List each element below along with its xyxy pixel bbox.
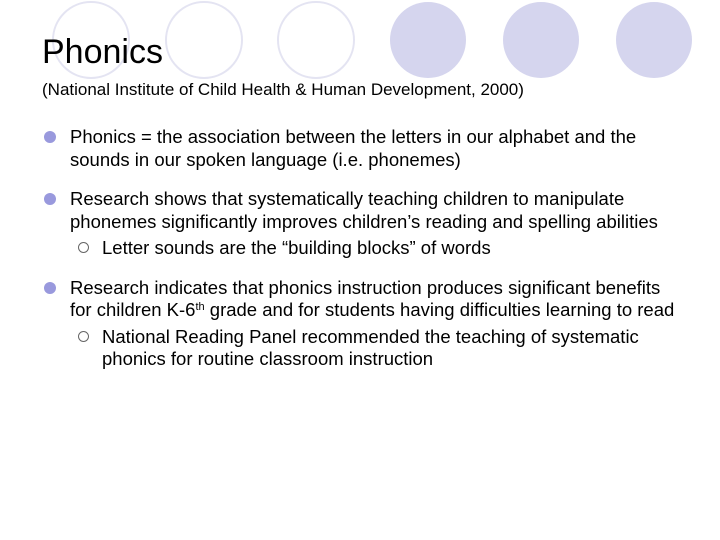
bullet-list [42,126,682,388]
bullet-item [42,277,682,371]
sub-bullet-list [70,326,682,371]
ordinal-superscript: th [195,301,205,313]
decor-circle [390,2,466,78]
bullet-text: Phonics = the association between the letters in our alphabet and the sounds in our spoken language (i.e. phonemes) [70,126,637,170]
decor-circle-outline [166,2,242,78]
sub-bullet-text: Letter sounds are the “building blocks” of words [102,237,491,258]
decor-circle [503,2,579,78]
sub-bullet-item [70,326,682,371]
bullet-icon [44,282,56,294]
bullet-item [42,188,682,260]
bullet-item [42,126,682,171]
sub-bullet-item [70,237,682,260]
decor-circle [616,2,692,78]
sub-bullet-icon [78,331,89,342]
slide-title: Phonics [42,33,163,71]
slide-subtitle: (National Institute of Child Health & Human Development, 2000) [42,80,524,99]
bullet-text-part: Research indicates that phonics instruction produces significant benefits for children K-6 [70,276,661,320]
sub-bullet-icon [78,242,89,253]
bullet-text: Research shows that systematically teaching children to manipulate phonemes significantly improves children’s reading and spelling abilities [70,188,658,232]
bullet-text-part: grade and for students having difficulties learning to read [204,299,675,320]
sub-bullet-list [70,237,682,260]
sub-bullet-text: National Reading Panel recommended the teaching of systematic phonics for routine classroom instruction [102,325,639,369]
bullet-icon [44,193,56,205]
decor-circle-outline [278,2,354,78]
bullet-icon [44,131,56,143]
